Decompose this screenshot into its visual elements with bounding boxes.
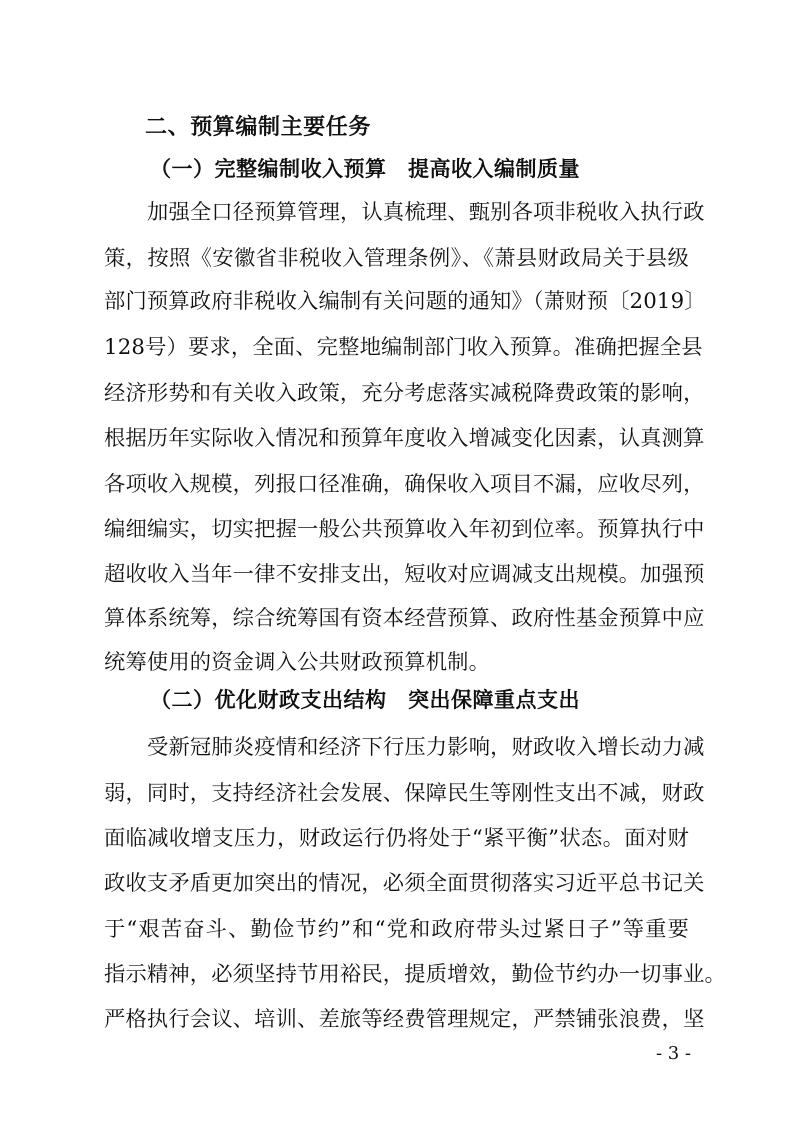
paragraph-line: 严格执行会议、培训、差旅等经费管理规定，严禁铺张浪费，坚	[104, 1007, 705, 1032]
paragraph-line: 128号）要求，全面、完整地编制部门收入预算。准确把握全县	[104, 335, 703, 360]
page-number: - 3 -	[655, 1043, 691, 1064]
paragraph-line: 面临减收增支压力，财政运行仍将处于“紧平衡”状态。面对财	[104, 826, 689, 851]
section-heading: 二、预算编制主要任务	[145, 115, 372, 140]
paragraph-line: 各项收入规模，列报口径准确，确保收入项目不漏，应收尽列，	[104, 472, 705, 497]
paragraph-line: 统筹使用的资金调入公共财政预算机制。	[104, 650, 491, 675]
subsection-heading-1: （一）完整编制收入预算 提高收入编制质量	[150, 157, 580, 181]
paragraph-line: 根据历年实际收入情况和预算年度收入增减变化因素，认真测算	[104, 426, 705, 451]
paragraph-line: 政收支矛盾更加突出的情况，必须全面贯彻落实习近平总书记关	[104, 871, 705, 896]
paragraph-line: 指示精神，必须坚持节用裕民，提质增效，勤俭节约办一切事业。	[104, 962, 726, 987]
paragraph-line: 超收收入当年一律不安排支出，短收对应调减支出规模。加强预	[104, 562, 705, 587]
paragraph-line: 经济形势和有关收入政策，充分考虑落实减税降费政策的影响，	[104, 381, 705, 406]
paragraph-line: 于“艰苦奋斗、勤俭节约”和“党和政府带头过紧日子”等重要	[104, 917, 689, 942]
paragraph-line: 受新冠肺炎疫情和经济下行压力影响，财政收入增长动力减	[147, 735, 705, 760]
paragraph-line: 编细编实，切实把握一般公共预算收入年初到位率。预算执行中	[104, 517, 705, 542]
paragraph-line: 算体系统筹，综合统筹国有资本经营预算、政府性基金预算中应	[104, 606, 705, 631]
paragraph-line: 部门预算政府非税收入编制有关问题的通知》（萧财预〔2019〕	[104, 289, 706, 314]
paragraph-line: 加强全口径预算管理，认真梳理、甄别各项非税收入执行政	[147, 200, 705, 225]
paragraph-line: 策，按照《安徽省非税收入管理条例》、《萧县财政局关于县级	[104, 246, 689, 271]
subsection-heading-2: （二）优化财政支出结构 突出保障重点支出	[150, 688, 580, 712]
paragraph-line: 弱，同时，支持经济社会发展、保障民生等刚性支出不减，财政	[104, 781, 705, 806]
